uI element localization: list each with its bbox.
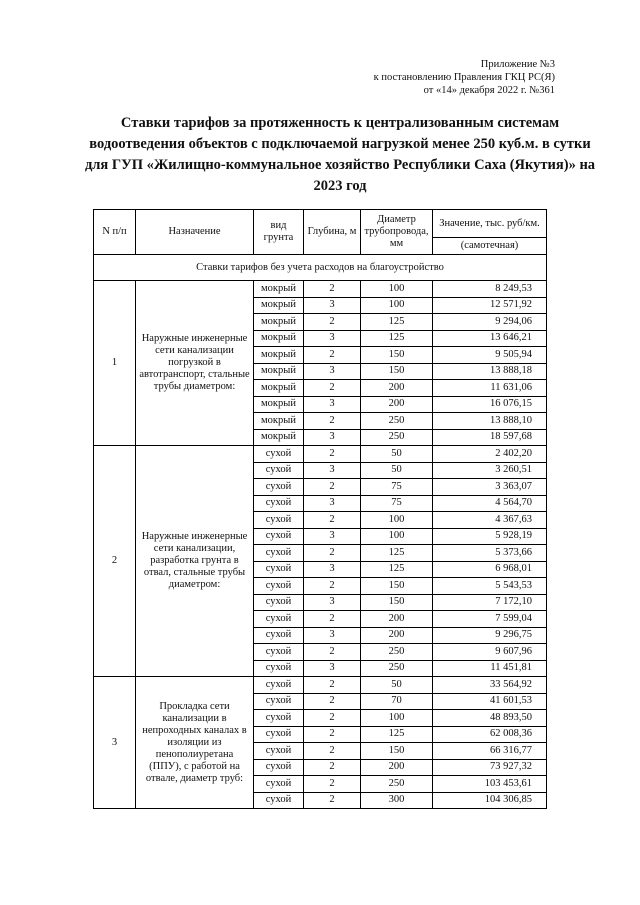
- cell-diameter: 125: [361, 314, 433, 331]
- cell-diameter: 150: [361, 347, 433, 364]
- cell-diameter: 200: [361, 396, 433, 413]
- cell-depth: 3: [304, 627, 361, 644]
- cell-diameter: 50: [361, 677, 433, 694]
- cell-diameter: 75: [361, 495, 433, 512]
- cell-value: 7 172,10: [433, 594, 547, 611]
- cell-soil: мокрый: [254, 347, 304, 364]
- group-number: 1: [94, 281, 136, 446]
- cell-value: 9 294,06: [433, 314, 547, 331]
- cell-soil: сухой: [254, 743, 304, 760]
- cell-soil: сухой: [254, 495, 304, 512]
- cell-diameter: 200: [361, 611, 433, 628]
- cell-soil: мокрый: [254, 330, 304, 347]
- cell-soil: сухой: [254, 677, 304, 694]
- cell-depth: 3: [304, 297, 361, 314]
- cell-value: 4 564,70: [433, 495, 547, 512]
- section-title: Ставки тарифов без учета расходов на благоустройство: [94, 255, 547, 281]
- header-row: [94, 210, 547, 238]
- cell-depth: 2: [304, 578, 361, 595]
- cell-depth: 2: [304, 314, 361, 331]
- header-value: Значение, тыс. руб/км.: [433, 210, 547, 238]
- cell-value: 66 316,77: [433, 743, 547, 760]
- header-soil: вид грунта: [254, 210, 304, 255]
- header-diameter: Диаметр трубопровода, мм: [361, 210, 433, 255]
- cell-diameter: 50: [361, 446, 433, 463]
- cell-diameter: 200: [361, 759, 433, 776]
- cell-depth: 3: [304, 396, 361, 413]
- cell-soil: мокрый: [254, 297, 304, 314]
- cell-diameter: 100: [361, 710, 433, 727]
- cell-depth: 2: [304, 479, 361, 496]
- cell-depth: 3: [304, 462, 361, 479]
- cell-depth: 3: [304, 330, 361, 347]
- cell-soil: сухой: [254, 594, 304, 611]
- cell-soil: сухой: [254, 660, 304, 677]
- group-number: 2: [94, 446, 136, 677]
- cell-soil: сухой: [254, 693, 304, 710]
- cell-value: 12 571,92: [433, 297, 547, 314]
- cell-soil: сухой: [254, 512, 304, 529]
- cell-depth: 2: [304, 776, 361, 793]
- cell-value: 9 505,94: [433, 347, 547, 364]
- cell-depth: 3: [304, 528, 361, 545]
- cell-depth: 2: [304, 644, 361, 661]
- cell-soil: мокрый: [254, 396, 304, 413]
- header-value-sub: (самотечная): [433, 238, 547, 255]
- cell-value: 11 631,06: [433, 380, 547, 397]
- header-num: N п/п: [94, 210, 136, 255]
- cell-soil: сухой: [254, 578, 304, 595]
- cell-soil: сухой: [254, 759, 304, 776]
- cell-diameter: 125: [361, 330, 433, 347]
- cell-value: 4 367,63: [433, 512, 547, 529]
- cell-value: 8 249,53: [433, 281, 547, 298]
- cell-depth: 3: [304, 561, 361, 578]
- table-row: [94, 446, 547, 463]
- appendix-note: [374, 58, 555, 97]
- cell-soil: сухой: [254, 561, 304, 578]
- cell-soil: мокрый: [254, 413, 304, 430]
- cell-value: 13 888,18: [433, 363, 547, 380]
- cell-depth: 3: [304, 594, 361, 611]
- cell-value: 48 893,50: [433, 710, 547, 727]
- cell-diameter: 250: [361, 776, 433, 793]
- cell-diameter: 150: [361, 363, 433, 380]
- cell-value: 3 363,07: [433, 479, 547, 496]
- cell-diameter: 125: [361, 561, 433, 578]
- section-row: [94, 255, 547, 281]
- title-line-2: водоотведения объектов с подключаемой нагрузкой менее 250 куб.м. в сутки: [89, 136, 591, 152]
- cell-value: 16 076,15: [433, 396, 547, 413]
- cell-depth: 2: [304, 693, 361, 710]
- cell-diameter: 100: [361, 297, 433, 314]
- cell-depth: 2: [304, 743, 361, 760]
- group-purpose: Наружные инженерные сети канализации погрузкой в автотранспорт, стальные трубы диаметром:: [136, 281, 254, 446]
- cell-value: 9 296,75: [433, 627, 547, 644]
- cell-diameter: 50: [361, 462, 433, 479]
- cell-depth: 2: [304, 347, 361, 364]
- cell-soil: сухой: [254, 726, 304, 743]
- title-line-4: 2023 год: [313, 178, 367, 194]
- cell-diameter: 250: [361, 660, 433, 677]
- cell-depth: 3: [304, 363, 361, 380]
- group-number: 3: [94, 677, 136, 809]
- cell-depth: 2: [304, 611, 361, 628]
- cell-soil: мокрый: [254, 314, 304, 331]
- cell-soil: сухой: [254, 479, 304, 496]
- cell-depth: 2: [304, 726, 361, 743]
- cell-diameter: 100: [361, 281, 433, 298]
- cell-soil: сухой: [254, 462, 304, 479]
- cell-value: 13 646,21: [433, 330, 547, 347]
- cell-value: 103 453,61: [433, 776, 547, 793]
- cell-depth: 2: [304, 677, 361, 694]
- cell-soil: мокрый: [254, 281, 304, 298]
- cell-value: 5 928,19: [433, 528, 547, 545]
- cell-diameter: 125: [361, 726, 433, 743]
- cell-diameter: 75: [361, 479, 433, 496]
- cell-soil: сухой: [254, 545, 304, 562]
- cell-depth: 2: [304, 281, 361, 298]
- cell-diameter: 250: [361, 413, 433, 430]
- cell-value: 33 564,92: [433, 677, 547, 694]
- cell-diameter: 150: [361, 578, 433, 595]
- cell-depth: 2: [304, 710, 361, 727]
- cell-diameter: 100: [361, 528, 433, 545]
- table-body: [94, 255, 547, 809]
- title-line-1: Ставки тарифов за протяженность к централизованным системам: [120, 115, 560, 131]
- cell-value: 13 888,10: [433, 413, 547, 430]
- cell-diameter: 200: [361, 380, 433, 397]
- cell-depth: 3: [304, 429, 361, 446]
- cell-soil: сухой: [254, 528, 304, 545]
- cell-value: 2 402,20: [433, 446, 547, 463]
- appendix-line-1: Приложение №3: [480, 59, 555, 70]
- cell-soil: сухой: [254, 627, 304, 644]
- cell-soil: мокрый: [254, 363, 304, 380]
- cell-soil: сухой: [254, 644, 304, 661]
- appendix-line-3: от «14» декабря 2022 г. №361: [423, 85, 555, 96]
- cell-diameter: 125: [361, 545, 433, 562]
- cell-depth: 2: [304, 446, 361, 463]
- cell-value: 5 373,66: [433, 545, 547, 562]
- cell-diameter: 100: [361, 512, 433, 529]
- cell-value: 104 306,85: [433, 792, 547, 809]
- cell-soil: сухой: [254, 611, 304, 628]
- cell-value: 18 597,68: [433, 429, 547, 446]
- cell-depth: 2: [304, 380, 361, 397]
- cell-soil: сухой: [254, 710, 304, 727]
- cell-depth: 2: [304, 512, 361, 529]
- cell-soil: сухой: [254, 792, 304, 809]
- cell-diameter: 200: [361, 627, 433, 644]
- cell-soil: сухой: [254, 776, 304, 793]
- cell-diameter: 150: [361, 743, 433, 760]
- cell-diameter: 250: [361, 429, 433, 446]
- header-depth: Глубина, м: [304, 210, 361, 255]
- cell-soil: мокрый: [254, 429, 304, 446]
- cell-diameter: 300: [361, 792, 433, 809]
- group-purpose: Прокладка сети канализации в непроходных каналах в изоляции из пенополиуретана (ППУ), с работой на отвале, диаметр труб:: [136, 677, 254, 809]
- cell-value: 3 260,51: [433, 462, 547, 479]
- tariff-table: [93, 209, 547, 809]
- appendix-line-2: к постановлению Правления ГКЦ РС(Я): [373, 72, 555, 83]
- title-line-3: для ГУП «Жилищно-коммунальное хозяйство Республики Саха (Якутия)» на: [84, 157, 596, 173]
- cell-value: 9 607,96: [433, 644, 547, 661]
- table-row: [94, 677, 547, 694]
- cell-depth: 2: [304, 792, 361, 809]
- cell-value: 62 008,36: [433, 726, 547, 743]
- cell-depth: 2: [304, 413, 361, 430]
- cell-depth: 3: [304, 495, 361, 512]
- cell-depth: 2: [304, 545, 361, 562]
- cell-soil: сухой: [254, 446, 304, 463]
- cell-diameter: 250: [361, 644, 433, 661]
- header-purpose: Назначение: [136, 210, 254, 255]
- cell-diameter: 70: [361, 693, 433, 710]
- cell-value: 41 601,53: [433, 693, 547, 710]
- cell-soil: мокрый: [254, 380, 304, 397]
- cell-value: 73 927,32: [433, 759, 547, 776]
- cell-value: 5 543,53: [433, 578, 547, 595]
- cell-depth: 2: [304, 759, 361, 776]
- cell-depth: 3: [304, 660, 361, 677]
- cell-value: 6 968,01: [433, 561, 547, 578]
- group-purpose: Наружные инженерные сети канализации, разработка грунта в отвал, стальные трубы диаметром:: [136, 446, 254, 677]
- cell-value: 7 599,04: [433, 611, 547, 628]
- table-row: [94, 281, 547, 298]
- cell-diameter: 150: [361, 594, 433, 611]
- document-title: [60, 113, 620, 197]
- cell-value: 11 451,81: [433, 660, 547, 677]
